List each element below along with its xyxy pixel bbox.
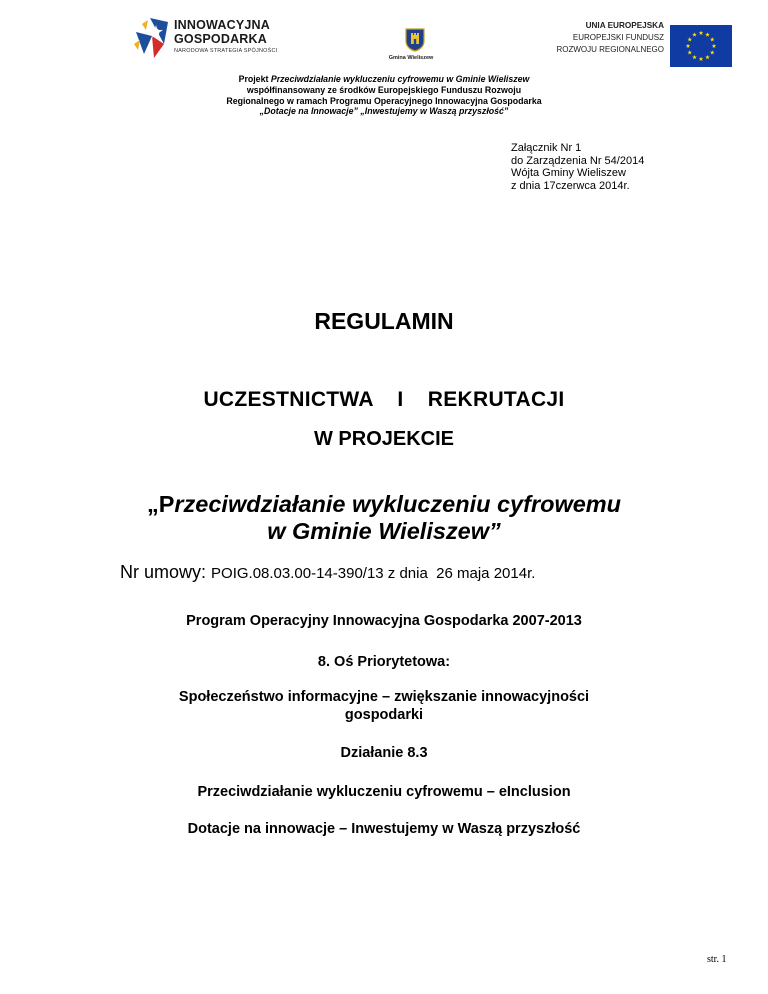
innowacyjna-gospodarka-logo	[130, 14, 290, 64]
contract-number	[120, 562, 535, 583]
ig-emblem-icon	[130, 14, 172, 60]
priority-axis: 8. Oś Priorytetowa:	[317, 654, 451, 670]
eu-logo-text	[552, 20, 664, 56]
program-name: Program Operacyjny Innowacyjna Gospodarka 2007-2013	[186, 613, 582, 629]
project-prefix: Projekt	[238, 74, 271, 84]
eu-star-icon	[687, 37, 692, 41]
project-title-line1	[0, 491, 768, 518]
project-info	[0, 74, 768, 117]
eu-line1: UNIA EUROPEJSKA	[585, 21, 664, 30]
eu-star-icon	[705, 32, 710, 36]
information-society	[0, 688, 768, 724]
information-society-line1: Społeczeństwo informacyjne – zwiększanie innowacyjności	[178, 689, 590, 705]
annex-line4: z dnia 17czerwca 2014r.	[511, 179, 630, 192]
information-society-line2: gospodarki	[344, 707, 424, 723]
eu-line3: ROZWOJU REGIONALNEGO	[556, 45, 664, 54]
gmina-caption: Gmina Wieliszew	[388, 55, 434, 61]
eu-star-icon	[692, 32, 697, 36]
annex-line1: Załącznik Nr 1	[511, 142, 582, 154]
ig-logo-line3: NARODOWA STRATEGIA SPÓJNOŚCI	[174, 48, 278, 54]
gmina-wieliszew-logo	[380, 28, 434, 64]
eu-star-icon	[699, 57, 704, 61]
eu-star-icon	[699, 31, 704, 35]
project-info-line1	[0, 74, 768, 85]
ig-logo-line1: INNOWACYJNA	[174, 18, 270, 32]
eu-star-icon	[710, 37, 715, 41]
eu-star-icon	[686, 44, 691, 48]
title-regulamin: REGULAMIN	[314, 308, 454, 334]
project-name: Przeciwdziałanie wykluczeniu cyfrowemu w Gminie Wieliszew	[270, 74, 530, 84]
coat-of-arms-icon	[405, 28, 425, 52]
eu-star-icon	[712, 44, 717, 48]
project-title-italic: rzeciwdziałanie wykluczeniu cyfrowemu	[174, 491, 622, 517]
project-info-line2: współfinansowany ze środków Europejskiego Funduszu Rozwoju	[246, 84, 522, 95]
einclusion-line: Przeciwdziałanie wykluczeniu cyfrowemu – eInclusion	[197, 784, 571, 800]
project-info-line4: „Dotacje na Innowacje” „Inwestujemy w Waszą przyszłość”	[259, 106, 509, 117]
annex-line2: do Zarządzenia Nr 54/2014	[511, 154, 645, 167]
page-number: str. 1	[707, 954, 727, 965]
eu-star-icon	[692, 55, 697, 59]
grants-line: Dotacje na innowacje – Inwestujemy w Waszą przyszłość	[187, 821, 581, 837]
contract-label: Nr umowy:	[120, 562, 212, 582]
ig-logo-line2: GOSPODARKA	[174, 32, 267, 46]
title-w-projekcie: W PROJEKCIE	[313, 428, 455, 450]
annex-block	[511, 142, 644, 192]
eu-flag-icon	[670, 25, 732, 67]
project-title-line2: w Gminie Wieliszew”	[267, 518, 501, 544]
contract-value: POIG.08.03.00-14-390/13 z dnia 26 maja 2014r.	[211, 565, 536, 582]
project-title-open: „P	[146, 491, 175, 517]
action-number: Działanie 8.3	[340, 745, 428, 761]
project-info-line3: Regionalnego w ramach Programu Operacyjnego Innowacyjna Gospodarka	[226, 95, 542, 106]
title-uczestnictwa: UCZESTNICTWA I REKRUTACJI	[203, 388, 565, 411]
annex-line3: Wójta Gminy Wieliszew	[511, 167, 626, 180]
eu-line2: EUROPEJSKI FUNDUSZ	[572, 33, 664, 42]
eu-star-icon	[705, 55, 710, 59]
eu-star-icon	[687, 50, 692, 54]
eu-star-icon	[710, 50, 715, 54]
